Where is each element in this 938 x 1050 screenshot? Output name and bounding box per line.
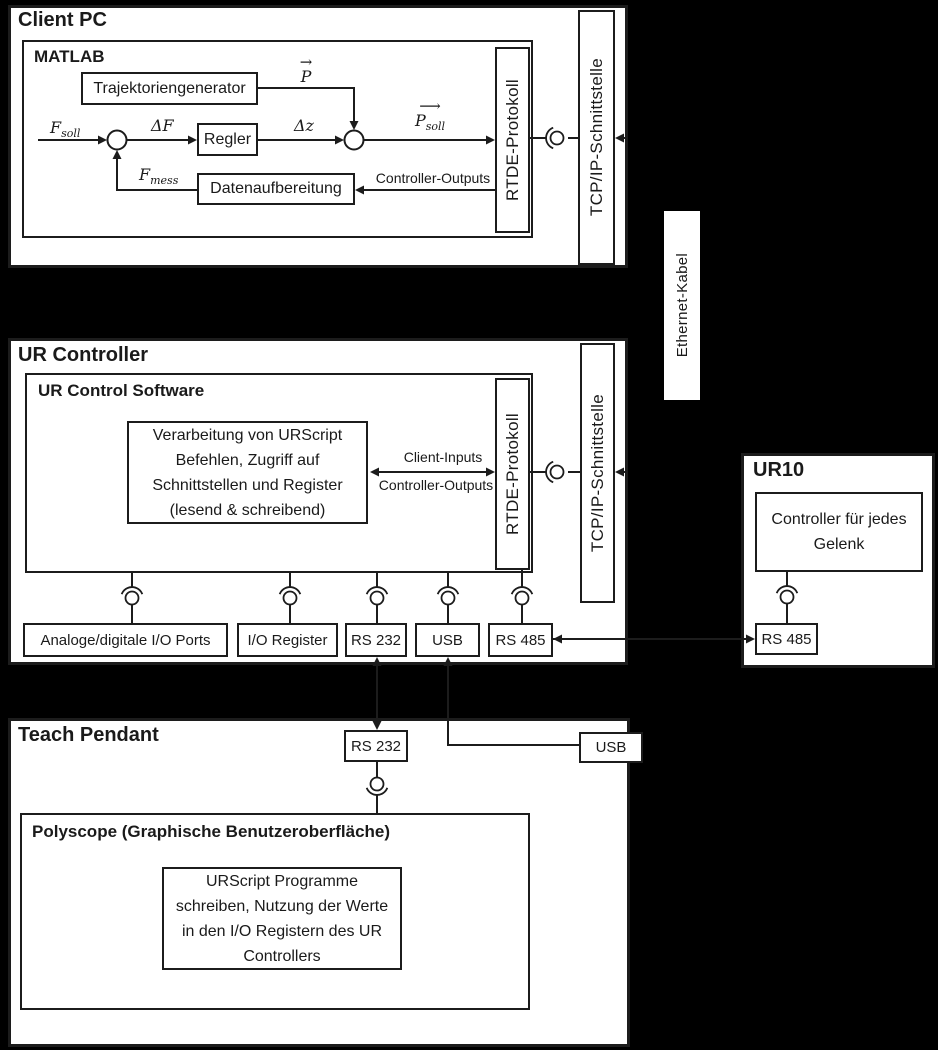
port-io-register-label: I/O Register xyxy=(247,631,328,649)
tp-rs232-label: RS 232 xyxy=(350,737,402,755)
joint-controller-block xyxy=(755,492,923,572)
ur10-rs485-box xyxy=(755,623,818,655)
port-rs232 xyxy=(345,623,407,657)
p-vector-label: → P xyxy=(299,53,313,86)
urscript-programme-block xyxy=(162,867,402,970)
rtde-protokoll-box-client xyxy=(495,47,530,233)
tp-usb-box xyxy=(579,732,643,763)
trajectory-generator-label: Trajektoriengenerator xyxy=(93,79,246,97)
trajectory-generator-block xyxy=(81,72,258,105)
delta-f-label: ΔF xyxy=(151,116,174,135)
regler-label: Regler xyxy=(203,130,252,148)
tp-rs232-box xyxy=(344,730,408,762)
urscript-programme-text: URScript Programme schreiben, Nutzung der Werte in den I/O Registern des UR Controllers xyxy=(175,872,389,965)
ethernet-kabel-label: Ethernet-Kabel xyxy=(673,253,691,358)
tcpip-label-ur: TCP/IP-Schnittstelle xyxy=(587,393,607,553)
regler-block xyxy=(197,123,258,156)
datenaufbereitung-block xyxy=(197,173,355,205)
rtde-protokoll-label-client: RTDE-Protokoll xyxy=(502,79,522,201)
delta-z-label: Δz xyxy=(294,116,314,135)
client-pc-title: Client PC xyxy=(18,9,107,31)
matlab-box xyxy=(22,40,533,238)
rtde-protokoll-label-ur: RTDE-Protokoll xyxy=(502,413,522,535)
port-io-ports xyxy=(23,623,228,657)
port-io-register xyxy=(237,623,338,657)
controller-outputs-label-client: Controller-Outputs xyxy=(375,170,491,186)
port-io-ports-label: Analoge/digitale I/O Ports xyxy=(40,631,211,649)
urscript-processing-text: Verarbeitung von URScript Befehlen, Zugriff auf Schnittstellen und Register (lesend & schreibend) xyxy=(152,426,343,519)
port-rs232-label: RS 232 xyxy=(350,631,402,649)
ur10-title: UR10 xyxy=(753,459,805,481)
vector-arrow-icon: ⟶ xyxy=(419,97,441,115)
urscript-processing-block xyxy=(127,421,368,524)
client-inputs-label: Client-Inputs xyxy=(403,449,483,465)
vector-arrow-icon: → xyxy=(299,53,313,71)
datenaufbereitung-label: Datenaufbereitung xyxy=(210,180,342,197)
tp-usb-label: USB xyxy=(595,739,627,756)
ethernet-kabel-box xyxy=(664,211,700,400)
tcpip-box-client xyxy=(578,10,615,265)
port-usb-label: USB xyxy=(432,631,463,649)
tcpip-label-client: TCP/IP-Schnittstelle xyxy=(586,58,606,217)
port-usb xyxy=(415,623,480,657)
p-soll-vector-label: ⟶ $P_{soll}$ xyxy=(408,101,452,133)
f-mess-label: $F_{mess}$ xyxy=(139,165,179,188)
ur10-rs485-label: RS 485 xyxy=(761,630,812,648)
joint-controller-text: Controller für jedes Gelenk xyxy=(771,511,907,553)
f-soll-label: $F_{soll}$ xyxy=(50,118,81,141)
matlab-title: MATLAB xyxy=(34,47,105,66)
ur-control-software-title: UR Control Software xyxy=(38,381,205,400)
port-rs485-label: RS 485 xyxy=(495,631,546,649)
controller-outputs-label-ur: Controller-Outputs xyxy=(378,477,494,493)
rtde-protokoll-box-ur xyxy=(495,378,530,570)
polyscope-title: Polyscope (Graphische Benutzeroberfläche) xyxy=(32,822,391,841)
tcpip-box-ur xyxy=(580,343,615,603)
port-rs485 xyxy=(488,623,553,657)
ur-controller-title: UR Controller xyxy=(18,344,148,366)
teach-pendant-title: Teach Pendant xyxy=(18,724,159,746)
